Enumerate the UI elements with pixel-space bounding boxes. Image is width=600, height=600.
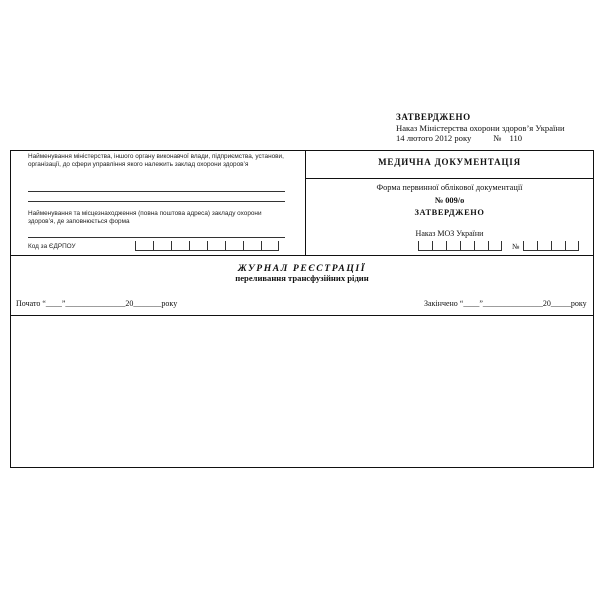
location-label: Найменування та місцезнаходження (повна поштова адреса) закладу охорони здоров’я, де заповнюється форма [28, 210, 262, 225]
order-number-label: № [512, 242, 520, 251]
ministry-label: Найменування міністерства, іншого органу виконавчої влади, підприємства, установи, організації, до сфери управління якого належить заклад охорони здоров’я [28, 153, 284, 168]
approval-number: 110 [509, 133, 523, 144]
journal-subtitle: переливання трансфузійних рідин [235, 273, 369, 283]
journal-title: ЖУРНАЛ РЕЄСТРАЦІЇ [237, 263, 367, 274]
ministry-line-1[interactable] [28, 191, 285, 192]
approval-block [396, 112, 565, 144]
edrpou-code-cells[interactable] [135, 241, 279, 251]
end-date-field[interactable]: Закінчено “____”_______________20_____року [424, 299, 587, 308]
form-info [305, 182, 594, 220]
form-number: № 009/о [434, 195, 465, 205]
header-bottom-divider [10, 255, 594, 256]
medical-documentation-title: МЕДИЧНА ДОКУМЕНТАЦІЯ [378, 157, 521, 167]
approval-date-row [396, 133, 565, 144]
location-line[interactable] [28, 237, 285, 238]
ministry-line-2[interactable] [28, 201, 285, 202]
approval-no-label: № [493, 133, 502, 144]
moz-order-label: Наказ МОЗ України [415, 229, 484, 238]
order-number-cells[interactable] [523, 241, 579, 251]
approval-date: 14 лютого 2012 року [396, 133, 472, 144]
dates-bottom-divider [10, 315, 594, 316]
medical-doc-divider [305, 178, 594, 179]
form-label: Форма первинної облікової документації [376, 183, 523, 192]
approval-title: ЗАТВЕРДЖЕНО [396, 112, 471, 122]
edrpou-label: Код за ЄДРПОУ [28, 243, 76, 250]
start-date-field[interactable]: Почато “____”_______________20_______року [16, 299, 178, 308]
order-date-cells[interactable] [418, 241, 502, 251]
approval-order: Наказ Міністерства охорони здоров’я України [396, 122, 565, 133]
form-approved: ЗАТВЕРДЖЕНО [414, 208, 485, 218]
